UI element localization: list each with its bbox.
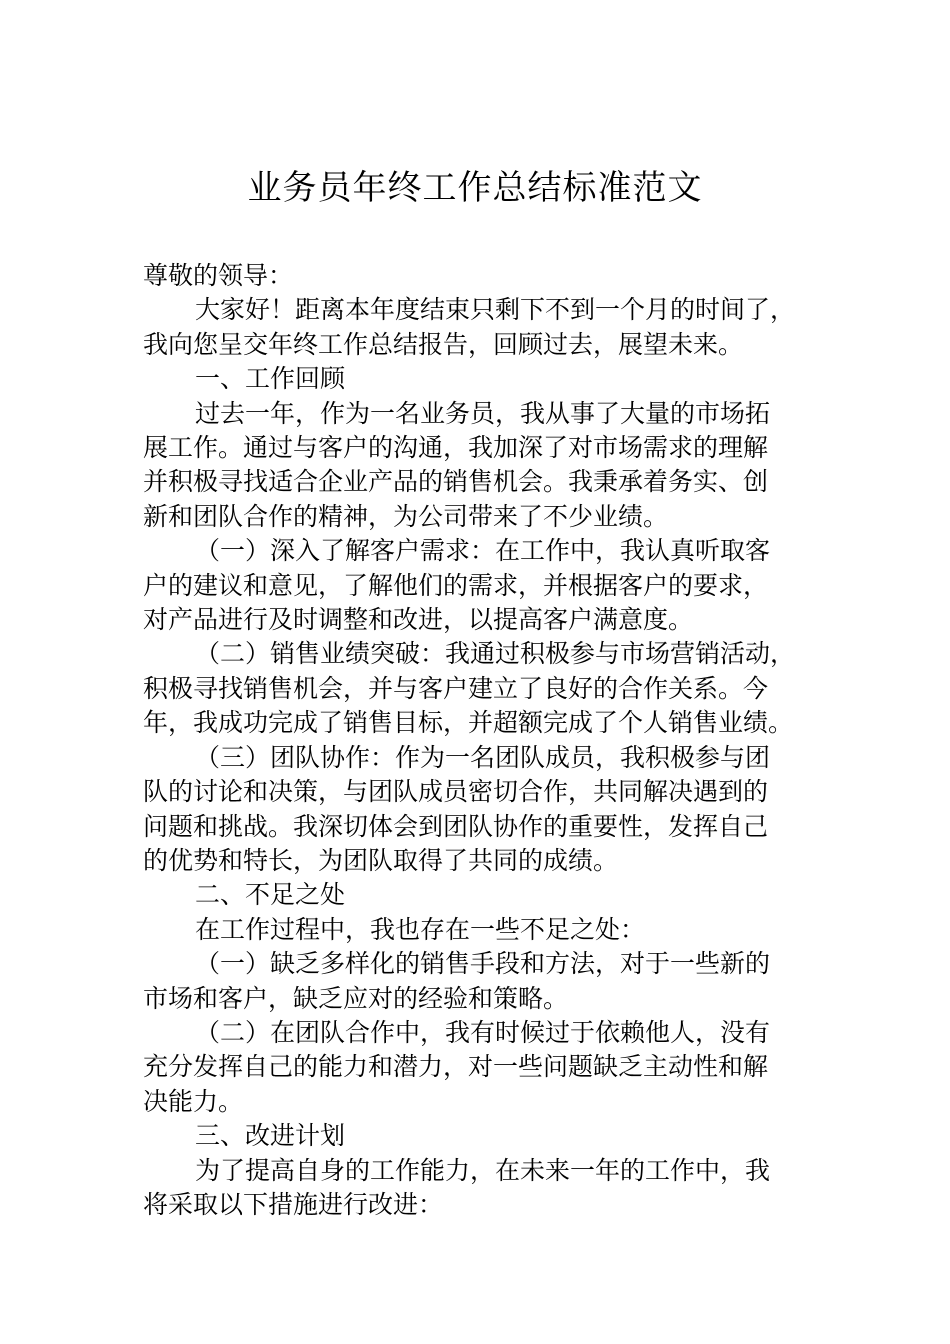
document-title: 业务员年终工作总结标准范文 (247, 168, 703, 208)
text-line: 大家好！距离本年度结束只剩下不到一个月的时间了， (195, 295, 796, 325)
text-line: 积极寻找销售机会，并与客户建立了良好的合作关系。今 (143, 673, 769, 703)
text-line: 年，我成功完成了销售目标，并超额完成了个人销售业绩。 (143, 708, 794, 738)
text-line: 问题和挑战。我深切体会到团队协作的重要性，发挥自己 (143, 811, 769, 841)
document-body (143, 259, 833, 1222)
text-line: 在工作过程中，我也存在一些不足之处： (195, 914, 646, 944)
text-line: 充分发挥自己的能力和潜力，对一些问题缺乏主动性和解 (143, 1052, 769, 1082)
text-line: 尊敬的领导： (143, 261, 294, 290)
text-line: 决能力。 (143, 1086, 244, 1116)
text-line: 队的讨论和决策，与团队成员密切合作，共同解决遇到的 (143, 777, 769, 807)
text-line: 三、改进计划 (195, 1121, 346, 1151)
text-line: 将采取以下措施进行改进： (143, 1189, 444, 1219)
text-line: 二、不足之处 (195, 880, 346, 910)
text-line: 户的建议和意见，了解他们的需求，并根据客户的要求， (143, 570, 769, 600)
text-line: 对产品进行及时调整和改进，以提高客户满意度。 (143, 605, 694, 635)
text-line: 的优势和特长，为团队取得了共同的成绩。 (143, 845, 619, 875)
text-line: 为了提高自身的工作能力，在未来一年的工作中，我 (195, 1155, 771, 1185)
text-line: 并积极寻找适合企业产品的销售机会。我秉承着务实、创 (143, 467, 769, 497)
text-line: （二）销售业绩突破：我通过积极参与市场营销活动， (195, 639, 796, 669)
text-line: （二）在团队合作中，我有时候过于依赖他人，没有 (195, 1017, 771, 1047)
text-line: 市场和客户，缺乏应对的经验和策略。 (143, 983, 569, 1013)
text-line: （三）团队协作：作为一名团队成员，我积极参与团 (195, 742, 771, 772)
text-line: 新和团队合作的精神，为公司带来了不少业绩。 (143, 501, 669, 531)
text-line: 过去一年，作为一名业务员，我从事了大量的市场拓 (195, 398, 771, 428)
text-line: 我向您呈交年终工作总结报告，回顾过去，展望未来。 (143, 329, 744, 359)
text-line: （一）深入了解客户需求：在工作中，我认真听取客 (195, 536, 771, 566)
text-line: 展工作。通过与客户的沟通，我加深了对市场需求的理解 (143, 433, 769, 463)
text-line: （一）缺乏多样化的销售手段和方法，对于一些新的 (195, 949, 771, 979)
text-line: 一、工作回顾 (195, 364, 346, 394)
